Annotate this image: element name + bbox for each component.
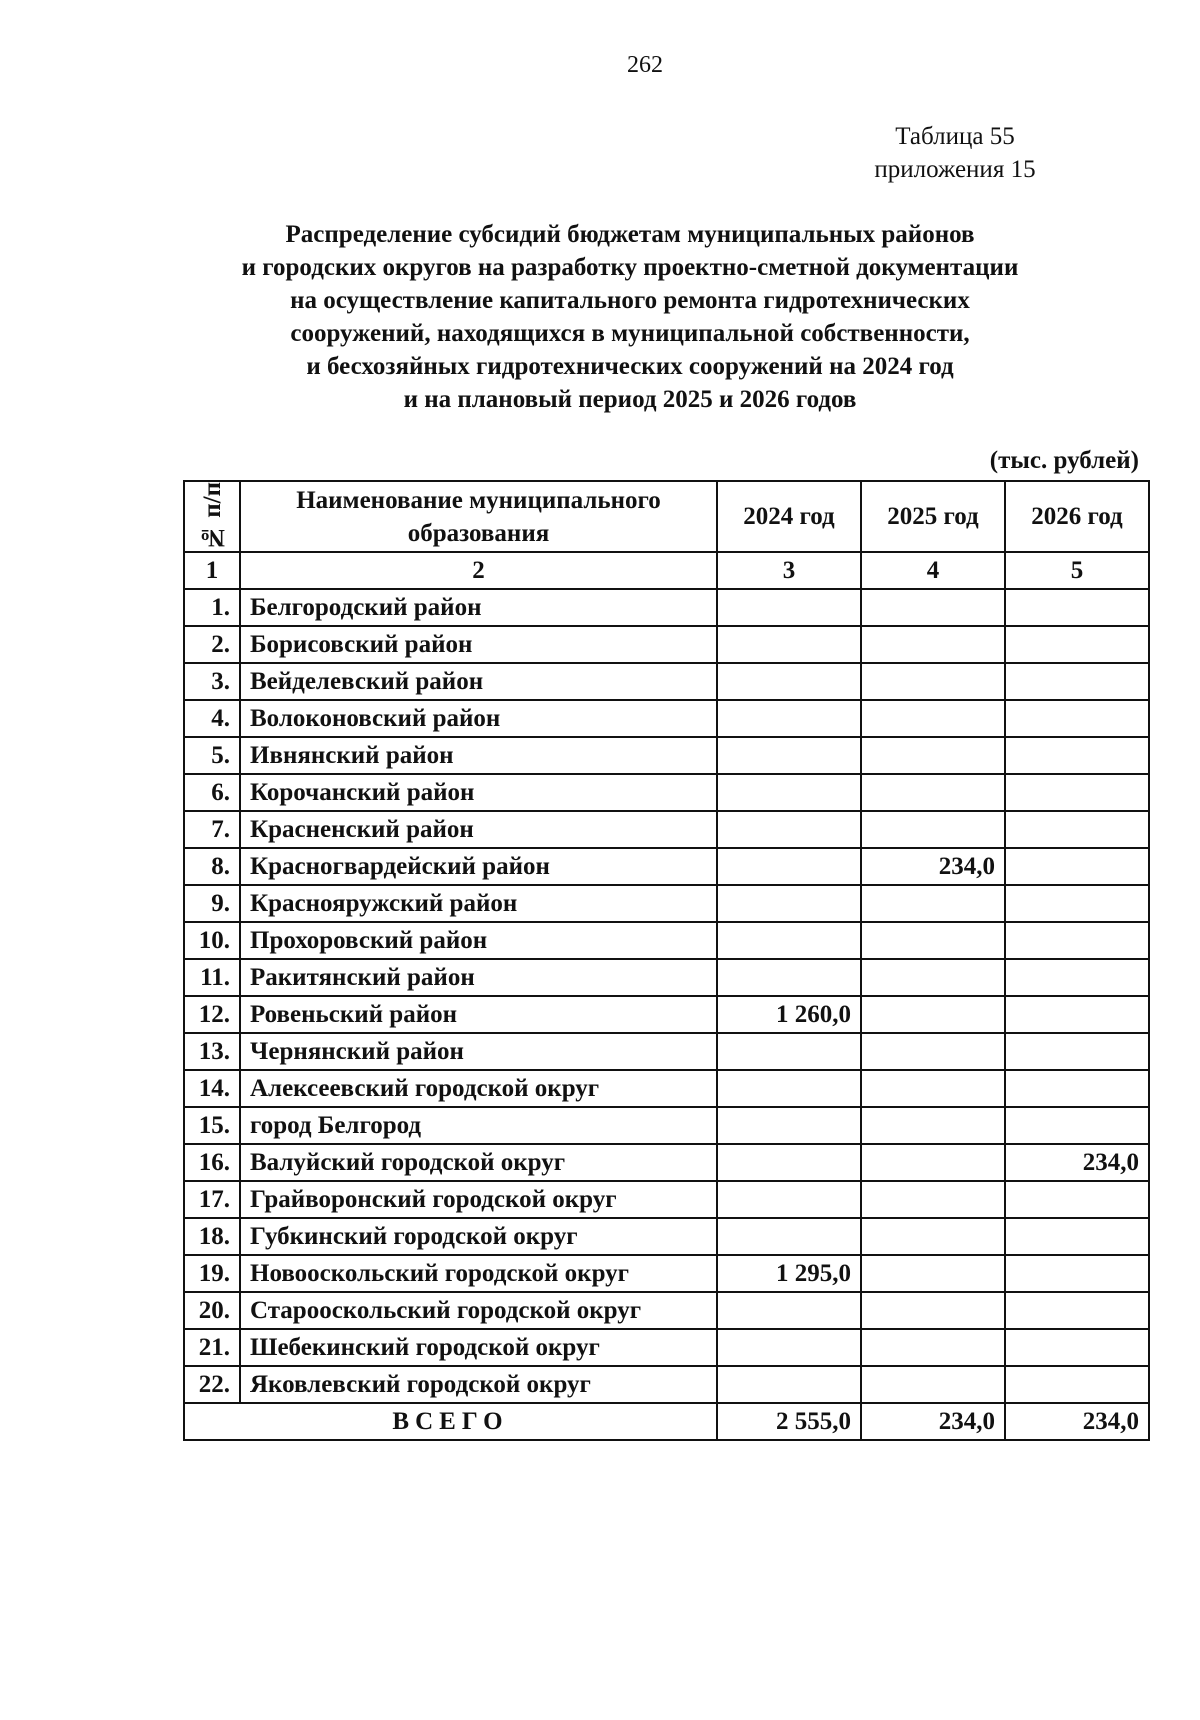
row-2024: [717, 1181, 861, 1218]
column-number-row: [184, 552, 1149, 589]
row-2026: [1005, 996, 1149, 1033]
column-number: 3: [717, 552, 861, 589]
row-2025: [861, 1255, 1005, 1292]
row-2024: 1 260,0: [717, 996, 861, 1033]
row-2024: [717, 811, 861, 848]
row-name: Ровеньский район: [240, 996, 717, 1033]
row-name: Ракитянский район: [240, 959, 717, 996]
table-row: [184, 774, 1149, 811]
row-name: Волоконовский район: [240, 700, 717, 737]
row-number: 22.: [184, 1366, 240, 1403]
table-row: [184, 626, 1149, 663]
row-2024: [717, 885, 861, 922]
row-name: Яковлевский городской округ: [240, 1366, 717, 1403]
row-2026: [1005, 626, 1149, 663]
row-name: Белгородский район: [240, 589, 717, 626]
table-row: [184, 1033, 1149, 1070]
row-name: Чернянский район: [240, 1033, 717, 1070]
row-2024: [717, 1033, 861, 1070]
row-2026: [1005, 959, 1149, 996]
row-2026: [1005, 1070, 1149, 1107]
row-number: 13.: [184, 1033, 240, 1070]
row-2025: [861, 1329, 1005, 1366]
header-row: [184, 481, 1149, 552]
row-2026: [1005, 589, 1149, 626]
header-2026: 2026 год: [1005, 481, 1149, 552]
table-row: [184, 959, 1149, 996]
header-2025: 2025 год: [861, 481, 1005, 552]
row-number: 4.: [184, 700, 240, 737]
row-2025: [861, 626, 1005, 663]
row-number: 17.: [184, 1181, 240, 1218]
row-2025: [861, 1144, 1005, 1181]
total-2024: 2 555,0: [717, 1403, 861, 1440]
row-name: Корочанский район: [240, 774, 717, 811]
table-row: [184, 1218, 1149, 1255]
row-2026: [1005, 663, 1149, 700]
row-number: 19.: [184, 1255, 240, 1292]
row-2026: 234,0: [1005, 1144, 1149, 1181]
row-2024: 1 295,0: [717, 1255, 861, 1292]
table-row: [184, 663, 1149, 700]
row-2025: [861, 1070, 1005, 1107]
row-name: Шебекинский городской округ: [240, 1329, 717, 1366]
row-2024: [717, 1366, 861, 1403]
header-2024: 2024 год: [717, 481, 861, 552]
row-2024: [717, 1144, 861, 1181]
total-row: [184, 1403, 1149, 1440]
row-2025: [861, 589, 1005, 626]
row-number: 2.: [184, 626, 240, 663]
row-2024: [717, 663, 861, 700]
table-row: [184, 811, 1149, 848]
row-2024: [717, 700, 861, 737]
row-name: Ивнянский район: [240, 737, 717, 774]
row-name: Вейделевский район: [240, 663, 717, 700]
table-row: [184, 1181, 1149, 1218]
row-name: город Белгород: [240, 1107, 717, 1144]
document-title: [120, 218, 1140, 416]
row-2026: [1005, 737, 1149, 774]
row-2026: [1005, 774, 1149, 811]
column-number: 2: [240, 552, 717, 589]
row-number: 12.: [184, 996, 240, 1033]
units-label: (тыс. рублей): [989, 447, 1139, 474]
row-2025: [861, 1218, 1005, 1255]
row-2025: [861, 1366, 1005, 1403]
page-number: 262: [627, 52, 663, 78]
table-row: [184, 1255, 1149, 1292]
row-name: Краснояружский район: [240, 885, 717, 922]
row-2024: [717, 589, 861, 626]
table-row: [184, 1107, 1149, 1144]
row-number: 16.: [184, 1144, 240, 1181]
row-2024: [717, 922, 861, 959]
table-row: [184, 1329, 1149, 1366]
column-number: 5: [1005, 552, 1149, 589]
table-reference-line2: приложения 15: [874, 156, 1036, 183]
row-2025: [861, 700, 1005, 737]
total-2026: 234,0: [1005, 1403, 1149, 1440]
row-2025: [861, 1107, 1005, 1144]
table-row: [184, 885, 1149, 922]
column-number: 4: [861, 552, 1005, 589]
row-2024: [717, 774, 861, 811]
row-name: Валуйский городской округ: [240, 1144, 717, 1181]
title-line: Распределение субсидий бюджетам муниципальных районов: [285, 221, 975, 248]
row-2026: [1005, 1255, 1149, 1292]
row-number: 1.: [184, 589, 240, 626]
column-number: 1: [184, 552, 240, 589]
row-name: Борисовский район: [240, 626, 717, 663]
row-2025: [861, 1292, 1005, 1329]
title-line: сооружений, находящихся в муниципальной собственности,: [290, 320, 970, 347]
title-line: и бесхозяйных гидротехнических сооружений на 2024 год: [306, 353, 954, 380]
row-2024: [717, 848, 861, 885]
table-row: [184, 1292, 1149, 1329]
title-line: на осуществление капитального ремонта гидротехнических: [290, 287, 970, 314]
row-2025: [861, 1181, 1005, 1218]
row-2026: [1005, 1366, 1149, 1403]
total-2025: 234,0: [861, 1403, 1005, 1440]
row-2026: [1005, 1329, 1149, 1366]
row-number: 15.: [184, 1107, 240, 1144]
row-number: 7.: [184, 811, 240, 848]
row-number: 10.: [184, 922, 240, 959]
row-2026: [1005, 922, 1149, 959]
row-2025: [861, 737, 1005, 774]
row-2026: [1005, 1107, 1149, 1144]
row-name: Старооскольский городской округ: [240, 1292, 717, 1329]
row-2024: [717, 1107, 861, 1144]
row-2025: [861, 996, 1005, 1033]
title-line: и на плановый период 2025 и 2026 годов: [403, 386, 857, 413]
row-number: 20.: [184, 1292, 240, 1329]
header-name: Наименование муниципального образования: [240, 481, 717, 552]
row-2025: 234,0: [861, 848, 1005, 885]
table-row: [184, 1144, 1149, 1181]
row-2025: [861, 811, 1005, 848]
row-2026: [1005, 811, 1149, 848]
row-number: 9.: [184, 885, 240, 922]
row-number: 5.: [184, 737, 240, 774]
row-2025: [861, 1033, 1005, 1070]
row-name: Новооскольский городской округ: [240, 1255, 717, 1292]
row-2026: [1005, 1033, 1149, 1070]
row-2026: [1005, 1218, 1149, 1255]
row-2026: [1005, 1292, 1149, 1329]
row-number: 21.: [184, 1329, 240, 1366]
row-2026: [1005, 700, 1149, 737]
table-row: [184, 1366, 1149, 1403]
row-name: Прохоровский район: [240, 922, 717, 959]
row-name: Красненский район: [240, 811, 717, 848]
table-row: [184, 589, 1149, 626]
table-reference-line1: Таблица 55: [895, 123, 1015, 150]
row-2024: [717, 959, 861, 996]
row-name: Губкинский городской округ: [240, 1218, 717, 1255]
row-2026: [1005, 1181, 1149, 1218]
row-2025: [861, 885, 1005, 922]
table-row: [184, 1070, 1149, 1107]
row-2025: [861, 774, 1005, 811]
table-row: [184, 996, 1149, 1033]
subsidy-table: [183, 480, 1150, 1441]
row-number: 11.: [184, 959, 240, 996]
table-reference: [800, 120, 1110, 186]
row-2024: [717, 1329, 861, 1366]
row-number: 3.: [184, 663, 240, 700]
row-number: 18.: [184, 1218, 240, 1255]
row-name: Алексеевский городской округ: [240, 1070, 717, 1107]
table-row: [184, 737, 1149, 774]
total-label: ВСЕГО: [184, 1403, 717, 1440]
row-number: 6.: [184, 774, 240, 811]
row-2026: [1005, 885, 1149, 922]
row-2024: [717, 626, 861, 663]
row-2024: [717, 1292, 861, 1329]
table-row: [184, 922, 1149, 959]
table-row: [184, 848, 1149, 885]
table-row: [184, 700, 1149, 737]
row-name: Красногвардейский район: [240, 848, 717, 885]
title-line: и городских округов на разработку проектно-сметной документации: [241, 254, 1019, 281]
row-2024: [717, 1070, 861, 1107]
row-2024: [717, 737, 861, 774]
row-2025: [861, 663, 1005, 700]
header-num: № п/п: [184, 481, 240, 552]
row-name: Грайворонский городской округ: [240, 1181, 717, 1218]
row-number: 8.: [184, 848, 240, 885]
row-2025: [861, 959, 1005, 996]
row-2026: [1005, 848, 1149, 885]
row-number: 14.: [184, 1070, 240, 1107]
row-2024: [717, 1218, 861, 1255]
row-2025: [861, 922, 1005, 959]
